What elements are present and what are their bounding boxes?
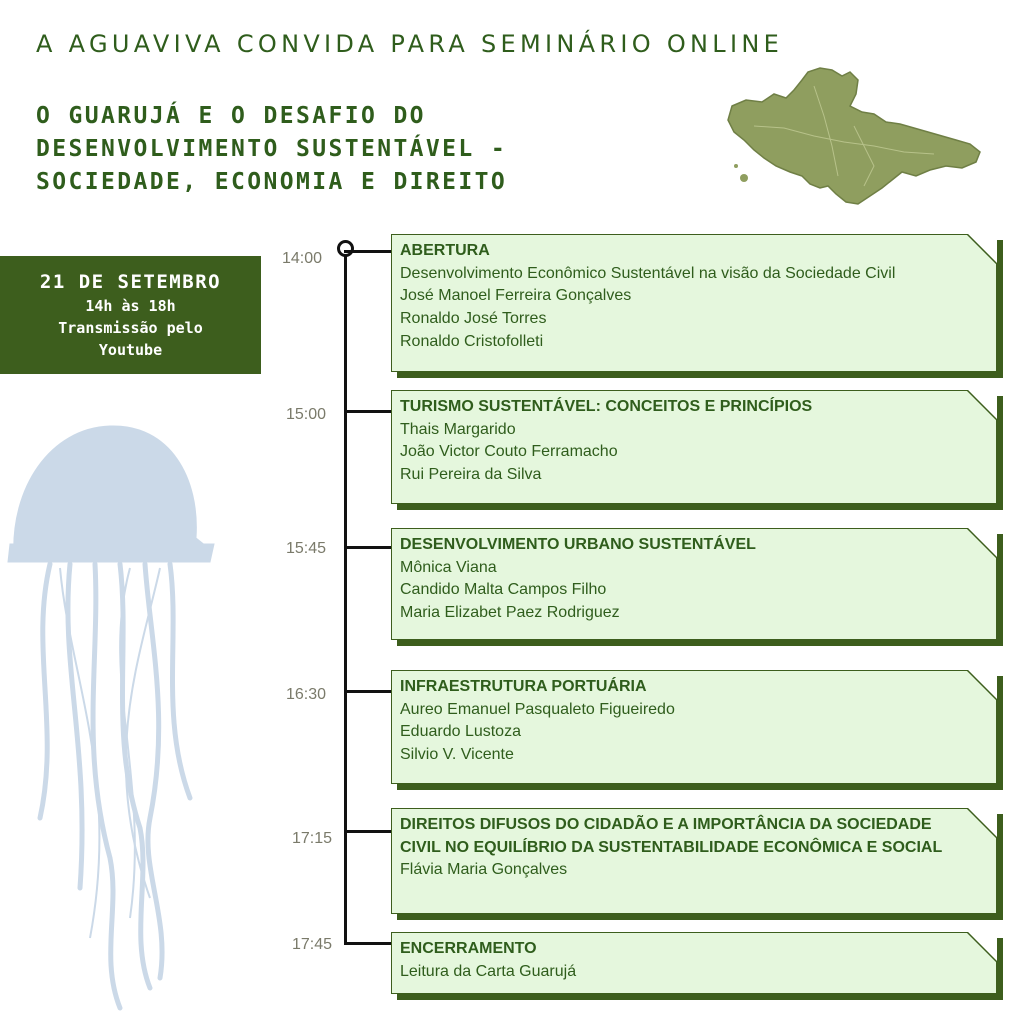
timeline-branch [344,690,394,693]
timeline-start-dot [337,240,354,257]
page-title [36,100,676,199]
timeline-branch [344,546,394,549]
timeline-branch [344,830,394,833]
speaker-name: João Victor Couto Ferramacho [400,443,618,461]
speaker-name: Rui Pereira da Silva [400,466,542,484]
speaker-name: Aureo Emanuel Pasqualeto Figueiredo [400,700,675,718]
speaker-name: Eduardo Lustoza [400,723,521,741]
schedule-card-urbano [391,528,997,640]
page-fold-icon [967,932,997,962]
session-title: DESENVOLVIMENTO URBANO SUSTENTÁVEL [400,536,756,553]
speaker-name: José Manoel Ferreira Gonçalves [400,287,632,305]
event-transmission-1: Transmissão pelo [58,319,203,337]
session-title: TURISMO SUSTENTÁVEL: CONCEITOS E PRINCÍPIOS [400,398,813,415]
event-info-box [0,256,261,374]
schedule-card-turismo [391,390,997,504]
event-transmission-2: Youtube [98,341,163,359]
time-label: 14:00 [281,250,322,267]
session-line: Desenvolvimento Econômico Sustentável na visão da Sociedade Civil [400,264,896,282]
speaker-name: Flávia Maria Gonçalves [400,861,568,879]
timeline-branch [344,250,394,253]
schedule-card-direitos [391,808,997,914]
jellyfish-icon [0,418,230,1018]
timeline-branch [344,410,394,413]
page-fold-icon [967,670,997,700]
page-fold-icon [967,390,997,420]
speaker-name: Ronaldo Cristofolleti [400,332,544,350]
speaker-name: Silvio V. Vicente [400,746,514,764]
page-fold-icon [967,528,997,558]
speaker-name: Thais Margarido [400,420,516,438]
session-title: INFRAESTRUTURA PORTUÁRIA [400,678,647,695]
speaker-name: Candido Malta Campos Filho [400,581,607,599]
event-hours: 14h às 18h [85,297,176,315]
time-label: 17:45 [291,936,332,953]
page-fold-icon [967,808,997,838]
speaker-name: Leitura da Carta Guarujá [400,962,577,980]
session-title: ABERTURA [400,242,490,259]
schedule-card-abertura [391,234,997,372]
session-title: DIREITOS DIFUSOS DO CIDADÃO E A IMPORTÂNCIA DA SOCIEDADE CIVIL NO EQUILÍBRIO DA SUSTENTABILIDADE ECONÔMICA E SOCIAL [400,816,943,856]
session-title: ENCERRAMENTO [400,940,537,957]
timeline-line [344,250,347,944]
schedule-card-portuaria [391,670,997,784]
speaker-name: Mônica Viana [400,558,497,576]
time-label: 17:15 [291,830,332,847]
title-line-2: DESENVOLVIMENTO SUSTENTÁVEL - [36,136,508,162]
speaker-name: Ronaldo José Torres [400,310,547,328]
page-fold-icon [967,234,997,264]
schedule-card-encerramento [391,932,997,994]
guaruja-map-icon [724,66,986,212]
time-label: 15:45 [285,540,326,557]
timeline-branch [344,942,394,945]
title-line-3: SOCIEDADE, ECONOMIA E DIREITO [36,169,508,195]
time-label: 15:00 [285,406,326,423]
speaker-name: Maria Elizabet Paez Rodriguez [400,604,620,622]
time-label: 16:30 [285,686,326,703]
event-date: 21 DE SETEMBRO [39,271,222,293]
title-line-1: O GUARUJÁ E O DESAFIO DO [36,103,426,129]
invite-heading: A AGUAVIVA CONVIDA PARA SEMINÁRIO ONLINE [36,30,784,58]
